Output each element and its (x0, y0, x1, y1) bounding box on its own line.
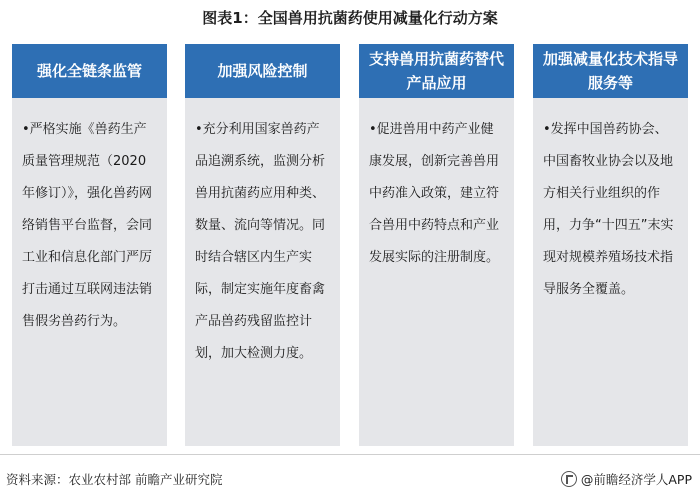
column-heading: 加强减量化技术指导服务等 (533, 44, 688, 98)
column-body: •严格实施《兽药生产质量管理规范（2020年修订）》，强化兽药网络销售平台监督，会同工业和信息化部门严厉打击通过互联网违法销售假劣兽药行为。 (12, 98, 167, 446)
column-supervision (12, 44, 167, 446)
chart-title: 图表1：全国兽用抗菌药使用减量化行动方案 (202, 9, 498, 27)
column-body: •发挥中国兽药协会、中国畜牧业协会以及地方相关行业组织的作用，力争“十四五”末实现对规模养殖场技术指导服务全覆盖。 (533, 98, 688, 446)
column-heading: 强化全链条监管 (12, 44, 167, 98)
brand-logo-icon (561, 471, 577, 487)
column-heading: 加强风险控制 (185, 44, 340, 98)
source-note: 资料来源：农业农村部 前瞻产业研究院 (6, 472, 223, 487)
column-body: •促进兽用中药产业健康发展，创新完善兽用中药准入政策，建立符合兽用中药特点和产业发展实际的注册制度。 (359, 98, 514, 446)
footer-divider (0, 454, 700, 455)
brand-label: @前瞻经济学人APP (580, 472, 692, 487)
column-body: •充分利用国家兽药产品追溯系统，监测分析兽用抗菌药应用种类、数量、流向等情况。同时结合辖区内生产实际，制定实施年度畜禽产品兽药残留监控计划，加大检测力度。 (185, 98, 340, 446)
column-heading: 支持兽用抗菌药替代产品应用 (359, 44, 514, 98)
column-risk-control (185, 44, 340, 446)
brand-credit (561, 470, 692, 488)
column-technical-guidance (533, 44, 688, 446)
column-alternatives (359, 44, 514, 446)
